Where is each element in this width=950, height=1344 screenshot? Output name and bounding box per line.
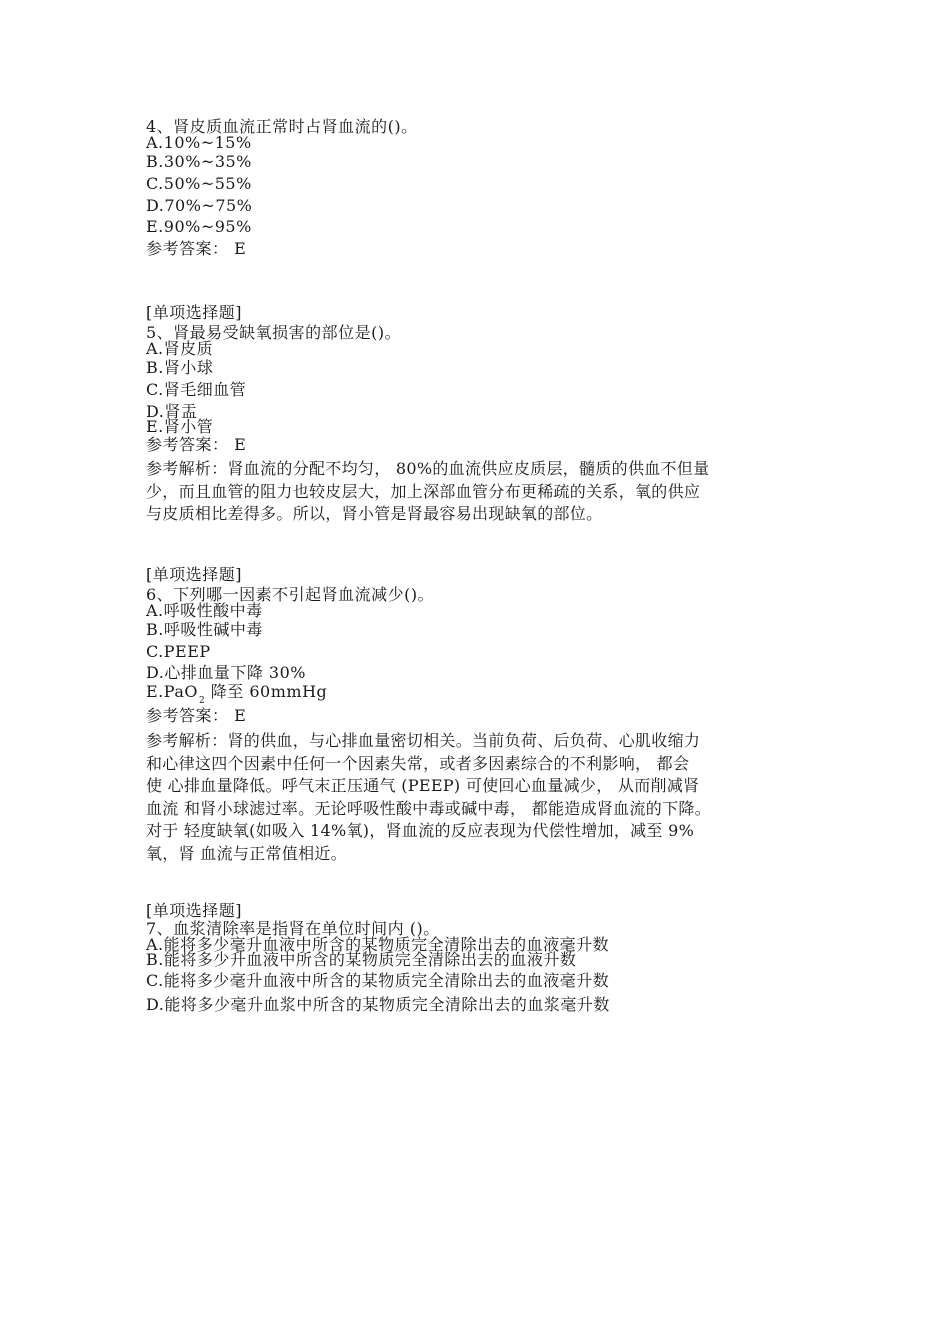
- analysis-line: 对于 轻度缺氧(如吸入 14%氧)，肾血流的反应表现为代偿性增加，减至 9%: [146, 821, 695, 840]
- question-4-answer: 参考答案： E: [146, 239, 247, 258]
- question-5-option-b: B.肾小球: [146, 358, 214, 377]
- question-5-type-label: [单项选择题]: [146, 303, 242, 322]
- question-7-stem: 7、血浆清除率是指肾在单位时间内 ()。: [146, 919, 440, 938]
- analysis-line: 少，而且血管的阻力也较皮层大，加上深部血管分布更稀疏的关系，氧的供应: [146, 481, 701, 501]
- question-6-option-c: C.PEEP: [146, 642, 211, 661]
- analysis-line: 参考解析：肾的供血，与心排血量密切相关。当前负荷、后负荷、心肌收缩力: [146, 731, 701, 750]
- option-e-prefix: E.PaO: [146, 682, 198, 701]
- question-5-analysis: [146, 458, 806, 526]
- question-5-option-e: E.肾小管: [146, 417, 214, 436]
- question-6-option-b: B.呼吸性碱中毒: [146, 620, 263, 639]
- option-e-suffix: 降至 60mmHg: [205, 682, 328, 701]
- analysis-line: 与皮质相比差得多。所以，肾小管是肾最容易出现缺氧的部位。: [146, 504, 603, 523]
- question-6-analysis: [146, 730, 806, 865]
- question-4-option-e: E.90%~95%: [146, 217, 252, 236]
- question-6-option-e: [146, 683, 327, 704]
- question-4-option-a: A.10%~15%: [146, 133, 252, 152]
- question-4-stem: 4、肾皮质血流正常时占肾血流的()。: [146, 117, 418, 136]
- question-5-option-c: C.肾毛细血管: [146, 380, 247, 399]
- question-5-option-a: A.肾皮质: [146, 339, 214, 358]
- question-7-type-label: [单项选择题]: [146, 901, 242, 920]
- question-6-type-label: [单项选择题]: [146, 565, 242, 584]
- question-7-option-b: B.能将多少升血液中所含的某物质完全清除出去的血液升数: [146, 950, 577, 969]
- analysis-line: 和心律这四个因素中任何一个因素失常，或者多因素综合的不利影响， 都会: [146, 753, 690, 773]
- question-5-answer: 参考答案： E: [146, 435, 247, 454]
- question-5-stem: 5、肾最易受缺氧损害的部位是()。: [146, 323, 402, 342]
- subscript-2: 2: [198, 696, 206, 706]
- question-6-option-d: D.心排血量下降 30%: [146, 663, 306, 682]
- analysis-line: 血流 和肾小球滤过率。无论呼吸性酸中毒或碱中毒， 都能造成肾血流的下降。: [146, 798, 711, 818]
- question-4-option-d: D.70%~75%: [146, 196, 253, 215]
- analysis-line: 使 心排血量降低。呼气末正压通气 (PEEP) 可使回心血量减少， 从而削减肾: [146, 776, 700, 795]
- question-7-option-d: D.能将多少毫升血浆中所含的某物质完全清除出去的血浆毫升数: [146, 995, 610, 1014]
- question-6-option-a: A.呼吸性酸中毒: [146, 601, 263, 620]
- analysis-line: 参考解析：肾血流的分配不均匀， 80%的血流供应皮质层，髓质的供血不但量: [146, 459, 710, 478]
- question-4-option-c: C.50%~55%: [146, 174, 252, 193]
- question-7-option-c: C.能将多少毫升血液中所含的某物质完全清除出去的血液毫升数: [146, 971, 610, 990]
- question-5-option-d: D.肾盂: [146, 402, 198, 421]
- question-6-answer: 参考答案： E: [146, 706, 247, 725]
- question-4-option-b: B.30%~35%: [146, 152, 252, 171]
- question-7-option-a: A.能将多少毫升血液中所含的某物质完全清除出去的血液毫升数: [146, 935, 610, 954]
- analysis-line: 氧，肾 血流与正常值相近。: [146, 843, 347, 863]
- question-6-stem: 6、下列哪一因素不引起肾血流减少()。: [146, 585, 435, 604]
